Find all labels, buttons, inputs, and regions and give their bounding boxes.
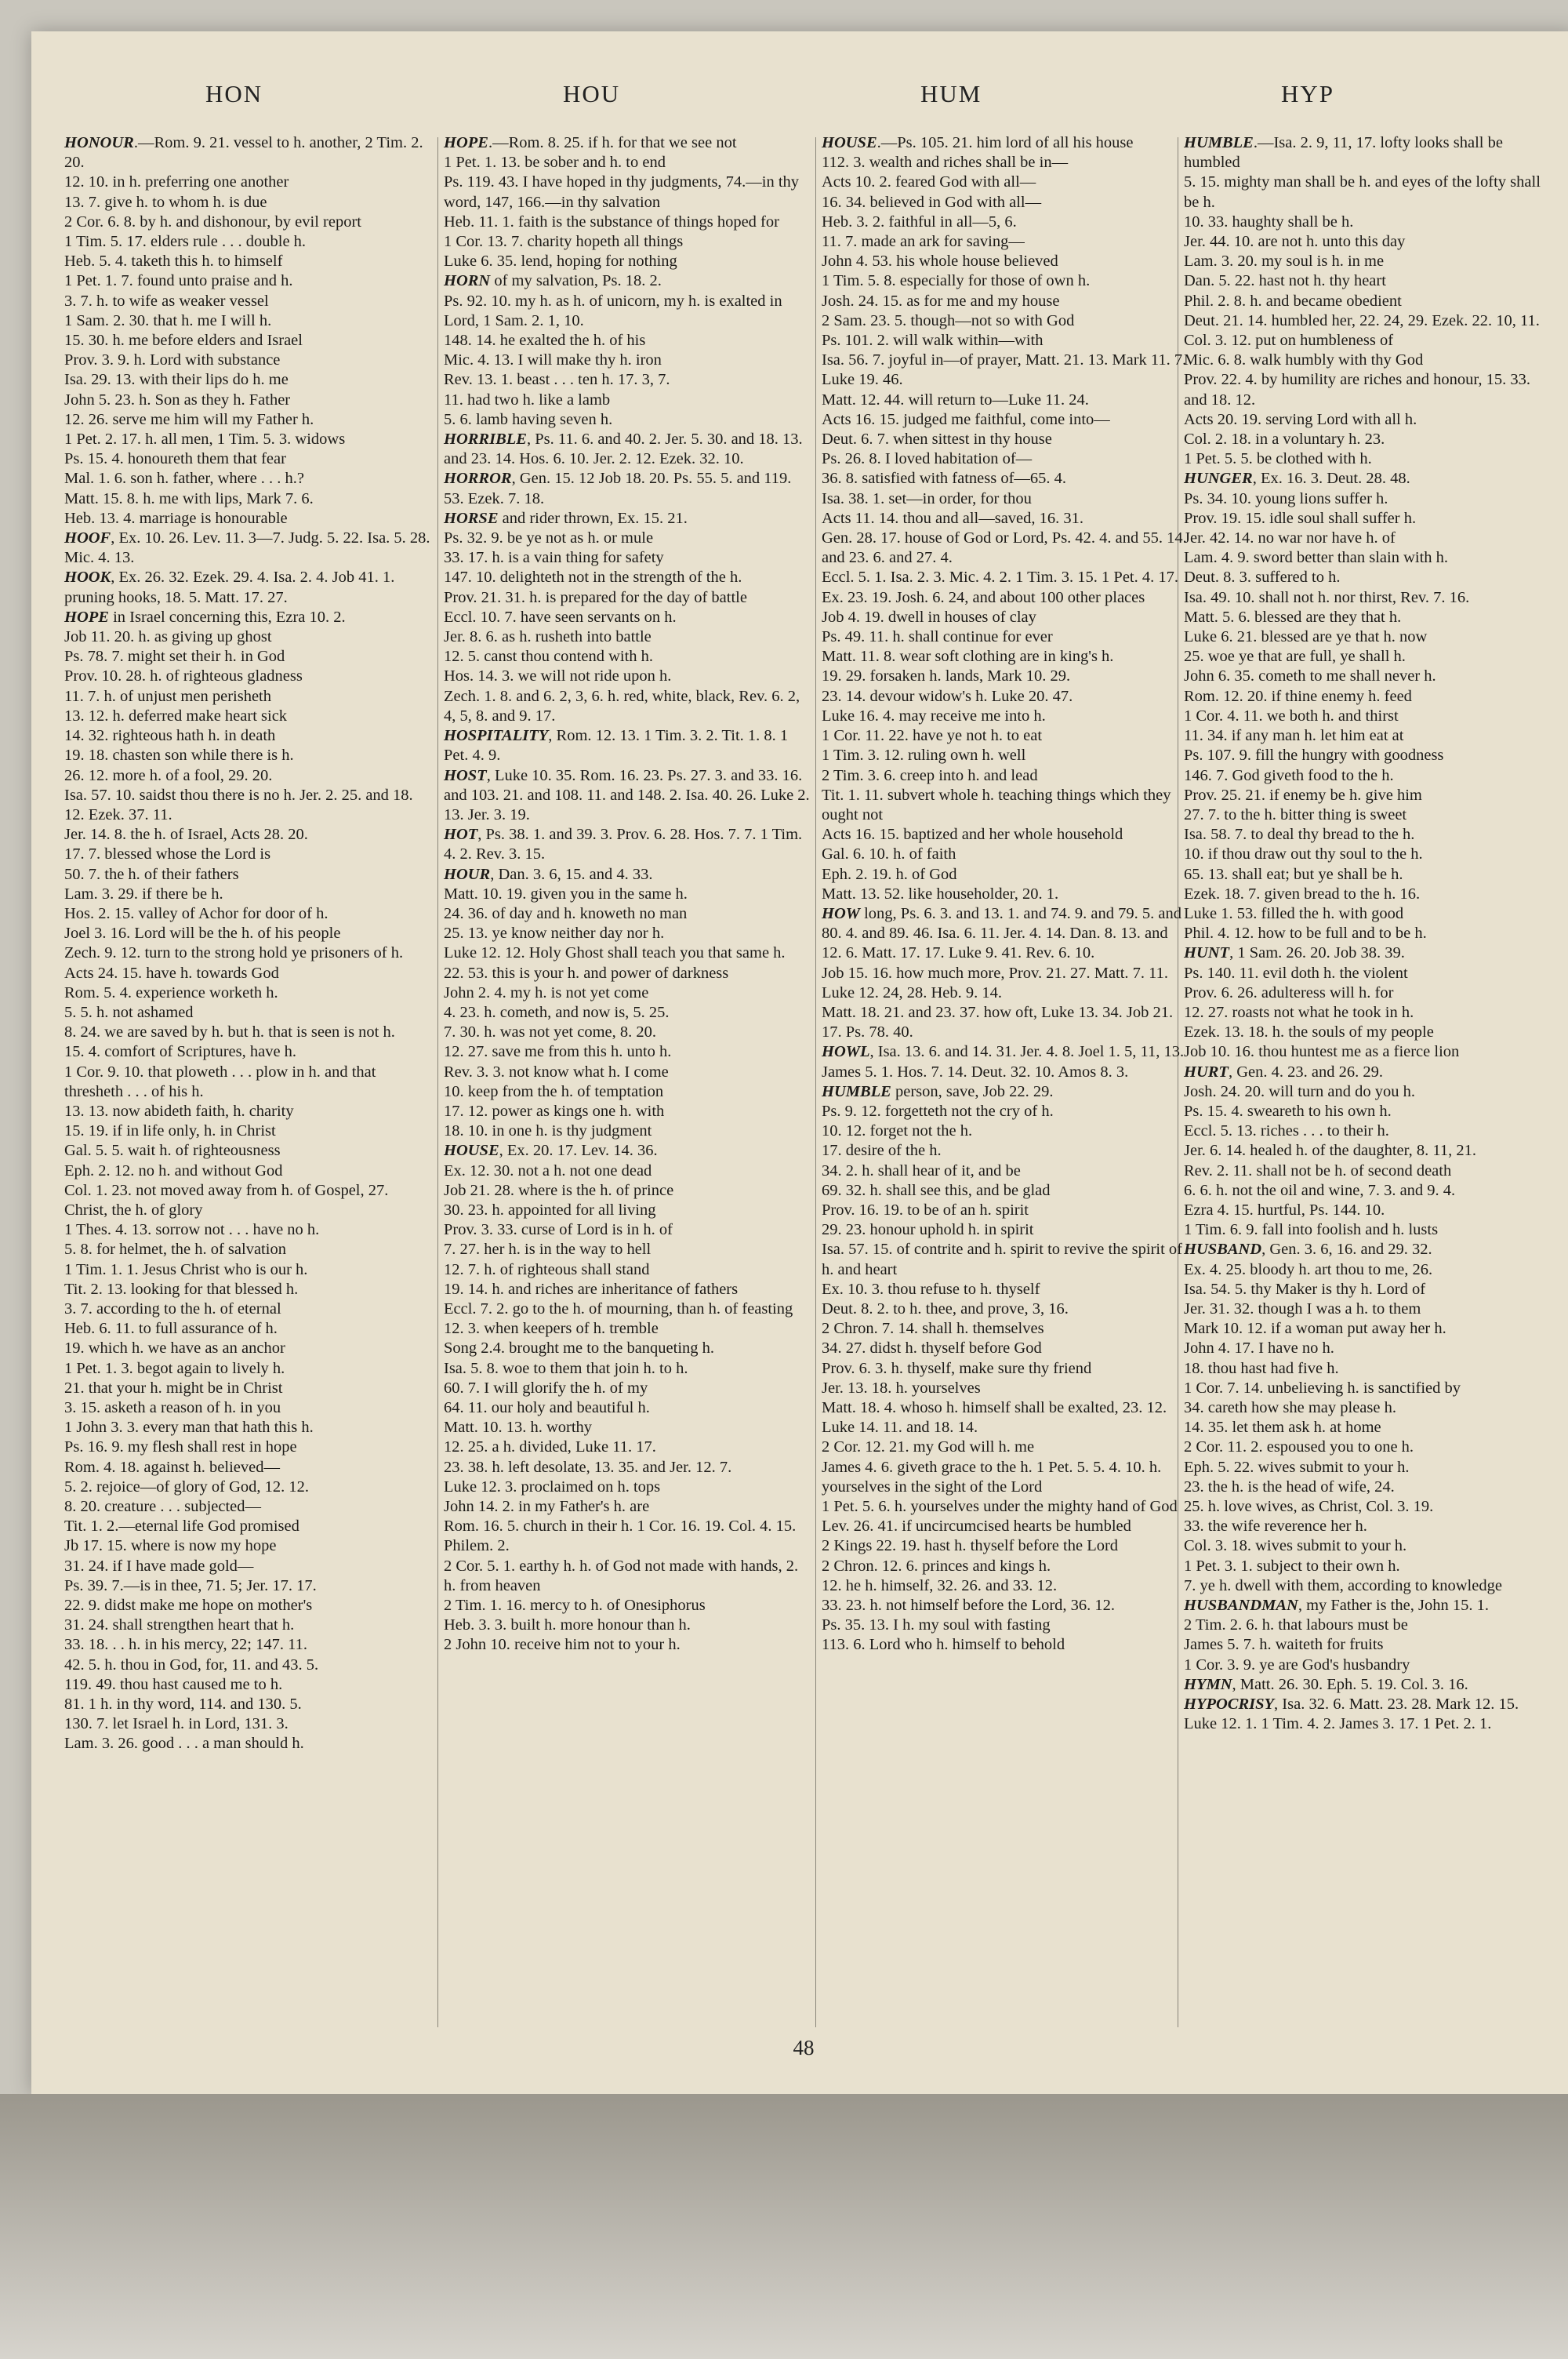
concordance-entry: 17. desire of the h. (822, 1142, 942, 1160)
concordance-entry: James 5. 7. h. waiteth for fruits (1184, 1636, 1384, 1654)
concordance-entry: 31. 24. shall strengthen heart that h. (64, 1616, 295, 1634)
concordance-entry: HOOF, Ex. 10. 26. Lev. 11. 3—7. Judg. 5. 22. Isa. 5. 28. Mic. 4. 13. (64, 529, 430, 567)
concordance-entry: James 4. 6. giveth grace to the h. 1 Pet. 5. 5. 4. 10. h. yourselves in the sight of the Lord (822, 1458, 1162, 1496)
concordance-entry: 18. thou hast had five h. (1184, 1359, 1339, 1377)
column-3 (822, 133, 1190, 1656)
concordance-entry: Eccl. 10. 7. have seen servants on h. (444, 608, 677, 626)
concordance-entry: Jer. 6. 14. healed h. of the daughter, 8. 11, 21. (1184, 1142, 1477, 1160)
concordance-entry: Prov. 10. 28. h. of righteous gladness (64, 667, 303, 685)
concordance-entry: Col. 2. 18. in a voluntary h. 23. (1184, 431, 1385, 449)
concordance-entry: Lam. 4. 9. sword better than slain with h. (1184, 549, 1449, 567)
concordance-entry: Zech. 1. 8. and 6. 2, 3, 6. h. red, white, black, Rev. 6. 2, 4, 5, 8. and 9. 17. (444, 687, 800, 725)
concordance-entry: Ezek. 18. 7. given bread to the h. 16. (1184, 885, 1421, 903)
concordance-entry: HORROR, Gen. 15. 12 Job 18. 20. Ps. 55. 5. and 119. 53. Ezek. 7. 18. (444, 470, 792, 507)
concordance-entry: Tit. 1. 11. subvert whole h. teaching things which they ought not (822, 786, 1171, 823)
concordance-entry: 2 Cor. 12. 21. my God will h. me (822, 1438, 1035, 1456)
concordance-entry: 5. 8. for helmet, the h. of salvation (64, 1241, 286, 1259)
concordance-entry: Ps. 9. 12. forgetteth not the cry of h. (822, 1102, 1054, 1120)
concordance-entry: 26. 12. more h. of a fool, 29. 20. (64, 766, 273, 784)
concordance-entry: Isa. 57. 10. saidst thou there is no h. Jer. 2. 25. and 18. 12. Ezek. 37. 11. (64, 786, 413, 823)
column-divider (815, 137, 816, 2027)
concordance-entry: Ezra 4. 15. hurtful, Ps. 144. 10. (1184, 1201, 1385, 1219)
concordance-entry: Rom. 4. 18. against h. believed— (64, 1458, 280, 1476)
concordance-entry: 17. 7. blessed whose the Lord is (64, 845, 271, 863)
concordance-entry: Heb. 6. 11. to full assurance of h. (64, 1320, 278, 1338)
concordance-entry: Ex. 12. 30. not a h. not one dead (444, 1161, 652, 1180)
concordance-entry: Ps. 34. 10. young lions suffer h. (1184, 489, 1388, 507)
concordance-entry: HORN of my salvation, Ps. 18. 2. (444, 272, 662, 290)
concordance-entry: 42. 5. h. thou in God, for, 11. and 43. 5. (64, 1656, 319, 1674)
concordance-entry: Job 4. 19. dwell in houses of clay (822, 608, 1036, 626)
concordance-entry: 1 Cor. 9. 10. that ploweth . . . plow in h. and that thresheth . . . of his h. (64, 1063, 376, 1100)
concordance-entry: Phil. 2. 8. h. and became obedient (1184, 292, 1402, 310)
concordance-entry: 22. 53. this is your h. and power of darkness (444, 964, 729, 982)
concordance-entry: Ps. 26. 8. I loved habitation of— (822, 450, 1033, 468)
concordance-entry: 112. 3. wealth and riches shall be in— (822, 154, 1069, 172)
concordance-entry: 10. 12. forget not the h. (822, 1122, 973, 1140)
concordance-entry: 2 Cor. 5. 1. earthy h. h. of God not made with hands, 2. h. from heaven (444, 1557, 799, 1594)
concordance-entry: 4. 23. h. cometh, and now is, 5. 25. (444, 1003, 670, 1021)
concordance-entry: Ps. 15. 4. honoureth them that fear (64, 450, 286, 468)
concordance-entry: Jer. 14. 8. the h. of Israel, Acts 28. 20. (64, 826, 308, 844)
concordance-entry: 10. if thou draw out thy soul to the h. (1184, 845, 1423, 863)
concordance-entry: 130. 7. let Israel h. in Lord, 131. 3. (64, 1715, 289, 1733)
concordance-entry: Josh. 24. 15. as for me and my house (822, 292, 1060, 310)
concordance-entry: 60. 7. I will glorify the h. of my (444, 1379, 648, 1397)
concordance-entry: 1 Pet. 5. 5. be clothed with h. (1184, 450, 1372, 468)
concordance-entry: Song 2.4. brought me to the banqueting h. (444, 1339, 715, 1358)
concordance-entry: Job 15. 16. how much more, Prov. 21. 27. Matt. 7. 11. Luke 12. 24, 28. Heb. 9. 14. (822, 964, 1169, 1001)
concordance-entry: 25. woe ye that are full, ye shall h. (1184, 648, 1406, 666)
concordance-entry: John 2. 4. my h. is not yet come (444, 983, 649, 1001)
concordance-entry: 19. 29. forsaken h. lands, Mark 10. 29. (822, 667, 1071, 685)
concordance-entry: Luke 1. 53. filled the h. with good (1184, 904, 1404, 922)
concordance-entry: Prov. 21. 31. h. is prepared for the day of battle (444, 588, 747, 606)
concordance-entry: 1 Cor. 13. 7. charity hopeth all things (444, 233, 684, 251)
concordance-entry: 2 Sam. 23. 5. though—not so with God (822, 311, 1075, 329)
concordance-entry: HUSBANDMAN, my Father is the, John 15. 1. (1184, 1597, 1489, 1615)
concordance-entry: 2 Tim. 1. 16. mercy to h. of Onesiphorus (444, 1597, 706, 1615)
concordance-entry: 11. had two h. like a lamb (444, 391, 611, 409)
concordance-entry: 1 Cor. 4. 11. we both h. and thirst (1184, 707, 1399, 725)
concordance-entry: 14. 35. let them ask h. at home (1184, 1419, 1381, 1437)
concordance-entry: 1 Tim. 5. 17. elders rule . . . double h. (64, 233, 307, 251)
concordance-entry: John 14. 2. in my Father's h. are (444, 1498, 650, 1516)
concordance-entry: Prov. 6. 3. h. thyself, make sure thy friend (822, 1359, 1092, 1377)
concordance-entry: Jb 17. 15. where is now my hope (64, 1537, 277, 1555)
concordance-entry: Isa. 57. 15. of contrite and h. spirit to revive the spirit of h. and heart (822, 1241, 1183, 1278)
concordance-entry: Acts 11. 14. thou and all—saved, 16. 31. (822, 509, 1084, 527)
concordance-entry: 12. 5. canst thou contend with h. (444, 648, 654, 666)
concordance-entry: 11. 7. h. of unjust men perisheth (64, 687, 271, 705)
concordance-entry: 2 Chron. 7. 14. shall h. themselves (822, 1320, 1044, 1338)
concordance-entry: Ps. 32. 9. be ye not as h. or mule (444, 529, 654, 547)
concordance-entry: Col. 1. 23. not moved away from h. of Gospel, 27. Christ, the h. of glory (64, 1181, 389, 1219)
concordance-entry: HYPOCRISY, Isa. 32. 6. Matt. 23. 28. Mark 12. 15. Luke 12. 1. 1 Tim. 4. 2. James 3. 17. 1 Pet. 2. 1. (1184, 1696, 1519, 1733)
concordance-entry: 34. 27. didst h. thyself before God (822, 1339, 1042, 1358)
page-number: 48 (793, 2036, 815, 2059)
concordance-page (31, 31, 1568, 2094)
concordance-entry: HUNGER, Ex. 16. 3. Deut. 28. 48. (1184, 470, 1410, 488)
concordance-entry: Isa. 54. 5. thy Maker is thy h. Lord of (1184, 1280, 1426, 1298)
concordance-entry: 2 Cor. 6. 8. by h. and dishonour, by evil report (64, 213, 361, 231)
concordance-entry: HOW long, Ps. 6. 3. and 13. 1. and 74. 9. and 79. 5. and 80. 4. and 89. 46. Isa. 6. 11. Jer. 4. 14. Dan. 8. 13. and 12. 6. Matt. 17. 17. Luke 9. 41. Rev. 6. 10. (822, 904, 1181, 962)
concordance-entry: 25. h. love wives, as Christ, Col. 3. 19. (1184, 1498, 1434, 1516)
concordance-entry: Eph. 5. 22. wives submit to your h. (1184, 1458, 1410, 1476)
concordance-entry: 1 Cor. 3. 9. ye are God's husbandry (1184, 1656, 1410, 1674)
column-divider (437, 137, 438, 2027)
running-head-hou: HOU (563, 80, 621, 107)
concordance-entry: 147. 10. delighteth not in the strength of the h. (444, 569, 742, 587)
concordance-entry: 12. he h. himself, 32. 26. and 33. 12. (822, 1576, 1058, 1594)
concordance-entry: Jer. 8. 6. as h. rusheth into battle (444, 628, 652, 646)
concordance-entry: HOUSE, Ex. 20. 17. Lev. 14. 36. (444, 1142, 658, 1160)
concordance-entry: 27. 7. to the h. bitter thing is sweet (1184, 805, 1407, 823)
concordance-entry: Isa. 38. 1. set—in order, for thou (822, 489, 1032, 507)
concordance-entry: Heb. 3. 2. faithful in all—5, 6. (822, 213, 1017, 231)
concordance-entry: 1 Tim. 1. 1. Jesus Christ who is our h. (64, 1260, 308, 1278)
concordance-entry: 8. 24. we are saved by h. but h. that is seen is not h. (64, 1023, 395, 1041)
concordance-entry: 3. 7. h. to wife as weaker vessel (64, 292, 269, 310)
concordance-entry: 113. 6. Lord who h. himself to behold (822, 1636, 1065, 1654)
concordance-entry: Matt. 10. 13. h. worthy (444, 1419, 593, 1437)
concordance-entry: 36. 8. satisfied with fatness of—65. 4. (822, 470, 1067, 488)
concordance-entry: 2 Chron. 12. 6. princes and kings h. (822, 1557, 1051, 1575)
concordance-entry: 3. 15. asketh a reason of h. in you (64, 1399, 281, 1416)
concordance-entry: Mic. 4. 13. I will make thy h. iron (444, 351, 662, 369)
concordance-entry: Dan. 5. 22. hast not h. thy heart (1184, 272, 1386, 290)
concordance-entry: Isa. 29. 13. with their lips do h. me (64, 371, 289, 389)
concordance-entry: HOSPITALITY, Rom. 12. 13. 1 Tim. 3. 2. Tit. 1. 8. 1 Pet. 4. 9. (444, 727, 789, 765)
concordance-entry: Tit. 1. 2.—eternal life God promised (64, 1518, 299, 1536)
concordance-entry: Prov. 19. 15. idle soul shall suffer h. (1184, 509, 1417, 527)
concordance-entry: Luke 12. 3. proclaimed on h. tops (444, 1478, 661, 1496)
concordance-entry: 1 Pet. 2. 17. h. all men, 1 Tim. 5. 3. widows (64, 431, 346, 449)
concordance-entry: Acts 16. 15. judged me faithful, come into— (822, 410, 1110, 428)
concordance-entry: HOOK, Ex. 26. 32. Ezek. 29. 4. Isa. 2. 4. Job 41. 1. pruning hooks, 18. 5. Matt. 17. 27. (64, 569, 395, 606)
concordance-entry: 18. 10. in one h. is thy judgment (444, 1122, 652, 1140)
concordance-entry: Acts 20. 19. serving Lord with all h. (1184, 410, 1417, 428)
concordance-entry: 13. 13. now abideth faith, h. charity (64, 1102, 294, 1120)
concordance-entry: 12. 27. save me from this h. unto h. (444, 1043, 672, 1061)
concordance-entry: Eccl. 7. 2. go to the h. of mourning, than h. of feasting (444, 1299, 793, 1318)
concordance-entry: 25. 13. ye know neither day nor h. (444, 925, 665, 943)
concordance-entry: John 4. 17. I have no h. (1184, 1339, 1334, 1358)
concordance-entry: 19. 14. h. and riches are inheritance of fathers (444, 1280, 739, 1298)
concordance-entry: HUSBAND, Gen. 3. 6, 16. and 29. 32. (1184, 1241, 1432, 1259)
concordance-entry: 7. 27. her h. is in the way to hell (444, 1241, 652, 1259)
concordance-entry: 30. 23. h. appointed for all living (444, 1201, 656, 1219)
concordance-entry: 1 Tim. 3. 12. ruling own h. well (822, 747, 1026, 765)
concordance-entry: Eph. 2. 19. h. of God (822, 865, 957, 883)
concordance-entry: Eccl. 5. 1. Isa. 2. 3. Mic. 4. 2. 1 Tim. 3. 15. 1 Pet. 4. 17. Ex. 23. 19. Josh. 6. 24, and about 100 other places (822, 569, 1178, 606)
concordance-entry: Rom. 16. 5. church in their h. 1 Cor. 16. 19. Col. 4. 15. Philem. 2. (444, 1518, 797, 1555)
concordance-entry: Deut. 8. 3. suffered to h. (1184, 569, 1341, 587)
concordance-entry: HOWL, Isa. 13. 6. and 14. 31. Jer. 4. 8. Joel 1. 5, 11, 13. James 5. 1. Hos. 7. 14. Deut. 32. 10. Amos 8. 3. (822, 1043, 1185, 1081)
concordance-entry: 33. 18. . . h. in his mercy, 22; 147. 11. (64, 1636, 307, 1654)
concordance-entry: 1 Tim. 5. 8. especially for those of own h. (822, 272, 1091, 290)
concordance-entry: Ps. 107. 9. fill the hungry with goodness (1184, 747, 1444, 765)
concordance-entry: 65. 13. shall eat; but ye shall be h. (1184, 865, 1403, 883)
concordance-entry: 12. 25. a h. divided, Luke 11. 17. (444, 1438, 656, 1456)
concordance-entry: Joel 3. 16. Lord will be the h. of his people (64, 925, 341, 943)
concordance-entry: Jer. 42. 14. no war nor have h. of (1184, 529, 1396, 547)
concordance-entry: 1 Pet. 1. 7. found unto praise and h. (64, 272, 293, 290)
concordance-entry: Ps. 101. 2. will walk within—with (822, 332, 1044, 350)
running-head-hyp: HYP (1281, 80, 1335, 107)
concordance-entry: Matt. 11. 8. wear soft clothing are in king's h. (822, 648, 1114, 666)
concordance-entry: Gal. 5. 5. wait h. of righteousness (64, 1142, 281, 1160)
concordance-entry: 19. which h. we have as an anchor (64, 1339, 285, 1358)
column-1 (64, 133, 433, 1754)
concordance-entry: Eccl. 5. 13. riches . . . to their h. (1184, 1122, 1389, 1140)
concordance-entry: Isa. 49. 10. shall not h. nor thirst, Rev. 7. 16. (1184, 588, 1470, 606)
concordance-entry: Lam. 3. 20. my soul is h. in me (1184, 253, 1385, 271)
concordance-entry: 50. 7. the h. of their fathers (64, 865, 239, 883)
concordance-entry: 2 Tim. 3. 6. creep into h. and lead (822, 766, 1038, 784)
concordance-entry: Luke 12. 12. Holy Ghost shall teach you that same h. (444, 944, 786, 962)
concordance-entry: Matt. 10. 19. given you in the same h. (444, 885, 688, 903)
column-4 (1184, 133, 1552, 1734)
concordance-entry: 17. 12. power as kings one h. with (444, 1102, 665, 1120)
concordance-entry: Isa. 56. 7. joyful in—of prayer, Matt. 21. 13. Mark 11. 7. Luke 19. 46. (822, 351, 1187, 389)
concordance-entry: 15. 30. h. me before elders and Israel (64, 332, 303, 350)
concordance-entry: 13. 12. h. deferred make heart sick (64, 707, 288, 725)
concordance-entry: HUMBLE person, save, Job 22. 29. (822, 1082, 1054, 1100)
concordance-entry: Isa. 5. 8. woe to them that join h. to h. (444, 1359, 688, 1377)
concordance-entry: Mark 10. 12. if a woman put away her h. (1184, 1320, 1446, 1338)
concordance-entry: 6. 6. h. not the oil and wine, 7. 3. and 9. 4. (1184, 1181, 1456, 1199)
concordance-entry: Heb. 11. 1. faith is the substance of things hoped for (444, 213, 779, 231)
concordance-entry: 1 Pet. 1. 13. be sober and h. to end (444, 154, 666, 172)
concordance-entry: Hos. 14. 3. we will not ride upon h. (444, 667, 672, 685)
concordance-entry: Jer. 44. 10. are not h. unto this day (1184, 233, 1406, 251)
concordance-entry: 16. 34. believed in God with all— (822, 193, 1042, 211)
concordance-entry: John 5. 23. h. Son as they h. Father (64, 391, 291, 409)
concordance-entry: Lev. 26. 41. if uncircumcised hearts be humbled (822, 1518, 1131, 1536)
concordance-entry: Ps. 35. 13. I h. my soul with fasting (822, 1616, 1051, 1634)
running-head-hum: HUM (920, 80, 982, 107)
concordance-entry: 1 Tim. 6. 9. fall into foolish and h. lusts (1184, 1221, 1439, 1239)
concordance-entry: Josh. 24. 20. will turn and do you h. (1184, 1082, 1415, 1100)
concordance-entry: 148. 14. he exalted the h. of his (444, 332, 646, 350)
concordance-entry: Deut. 21. 14. humbled her, 22. 24, 29. Ezek. 22. 10, 11. (1184, 311, 1540, 329)
concordance-entry: 8. 20. creature . . . subjected— (64, 1498, 262, 1516)
concordance-entry: Ps. 92. 10. my h. as h. of unicorn, my h. is exalted in Lord, 1 Sam. 2. 1, 10. (444, 292, 782, 329)
concordance-entry: Mal. 1. 6. son h. father, where . . . h.? (64, 470, 305, 488)
concordance-entry: 69. 32. h. shall see this, and be glad (822, 1181, 1051, 1199)
concordance-entry: Matt. 18. 4. whoso h. himself shall be exalted, 23. 12. Luke 14. 11. and 18. 14. (822, 1399, 1167, 1437)
concordance-entry: 7. 30. h. was not yet come, 8. 20. (444, 1023, 657, 1041)
concordance-entry: Col. 3. 18. wives submit to your h. (1184, 1537, 1407, 1555)
concordance-entry: Rev. 2. 11. shall not be h. of second death (1184, 1161, 1452, 1180)
concordance-entry: Ps. 49. 11. h. shall continue for ever (822, 628, 1053, 646)
concordance-entry: Rom. 12. 20. if thine enemy h. feed (1184, 687, 1412, 705)
concordance-entry: Lam. 3. 26. good . . . a man should h. (64, 1735, 304, 1753)
concordance-entry: 2 Kings 22. 19. hast h. thyself before the Lord (822, 1537, 1119, 1555)
concordance-entry: 1 Thes. 4. 13. sorrow not . . . have no h. (64, 1221, 320, 1239)
concordance-entry: Phil. 4. 12. how to be full and to be h. (1184, 925, 1427, 943)
concordance-entry: Deut. 8. 2. to h. thee, and prove, 3, 16. (822, 1299, 1069, 1318)
concordance-entry: Gal. 6. 10. h. of faith (822, 845, 956, 863)
concordance-entry: 11. 34. if any man h. let him eat at (1184, 727, 1404, 745)
concordance-entry: 2 Tim. 2. 6. h. that labours must be (1184, 1616, 1408, 1634)
concordance-entry: 64. 11. our holy and beautiful h. (444, 1399, 650, 1416)
concordance-entry: Ezek. 13. 18. h. the souls of my people (1184, 1023, 1434, 1041)
concordance-entry: Prov. 6. 26. adulteress will h. for (1184, 983, 1394, 1001)
concordance-entry: 1 Pet. 3. 1. subject to their own h. (1184, 1557, 1400, 1575)
concordance-entry: Matt. 15. 8. h. me with lips, Mark 7. 6. (64, 489, 314, 507)
concordance-entry: Lam. 3. 29. if there be h. (64, 885, 223, 903)
concordance-entry: Luke 16. 4. may receive me into h. (822, 707, 1046, 725)
concordance-entry: 5. 5. h. not ashamed (64, 1003, 194, 1021)
concordance-entry: 13. 7. give h. to whom h. is due (64, 193, 267, 211)
concordance-entry: Mic. 6. 8. walk humbly with thy God (1184, 351, 1424, 369)
concordance-entry: 5. 15. mighty man shall be h. and eyes of the lofty shall be h. (1184, 173, 1541, 211)
concordance-entry: HURT, Gen. 4. 23. and 26. 29. (1184, 1063, 1383, 1081)
concordance-entry: Gen. 28. 17. house of God or Lord, Ps. 42. 4. and 55. 14. and 23. 6. and 27. 4. (822, 529, 1187, 567)
concordance-entry: 2 John 10. receive him not to your h. (444, 1636, 681, 1654)
concordance-entry: 7. ye h. dwell with them, according to knowledge (1184, 1576, 1502, 1594)
concordance-entry: 33. 17. h. is a vain thing for safety (444, 549, 664, 567)
concordance-entry: 31. 24. if I have made gold— (64, 1557, 254, 1575)
concordance-entry: Matt. 18. 21. and 23. 37. how oft, Luke 13. 34. Job 21. 17. Ps. 78. 40. (822, 1003, 1174, 1041)
concordance-entry: 23. the h. is the head of wife, 24. (1184, 1478, 1395, 1496)
concordance-entry: HONOUR.—Rom. 9. 21. vessel to h. another, 2 Tim. 2. 20. (64, 134, 423, 172)
concordance-entry: 34. careth how she may please h. (1184, 1399, 1396, 1416)
concordance-entry: 21. that your h. might be in Christ (64, 1379, 283, 1397)
concordance-entry: 1 Pet. 1. 3. begot again to lively h. (64, 1359, 285, 1377)
concordance-entry: John 4. 53. his whole house believed (822, 253, 1058, 271)
concordance-entry: 119. 49. thou hast caused me to h. (64, 1675, 283, 1693)
concordance-entry: Ps. 119. 43. I have hoped in thy judgments, 74.—in thy word, 147, 166.—in thy salvation (444, 173, 800, 211)
concordance-entry: 33. the wife reverence her h. (1184, 1518, 1367, 1536)
concordance-entry: 22. 9. didst make me hope on mother's (64, 1597, 313, 1615)
concordance-entry: 12. 26. serve me him will my Father h. (64, 410, 314, 428)
concordance-entry: Heb. 13. 4. marriage is honourable (64, 509, 288, 527)
concordance-entry: Hos. 2. 15. valley of Achor for door of h. (64, 904, 328, 922)
concordance-entry: HOST, Luke 10. 35. Rom. 16. 23. Ps. 27. 3. and 33. 16. and 103. 21. and 108. 11. and 148. 2. Isa. 40. 26. Luke 2. 13. Jer. 3. 19. (444, 766, 810, 823)
concordance-entry: Acts 24. 15. have h. towards God (64, 964, 279, 982)
concordance-entry: Prov. 22. 4. by humility are riches and honour, 15. 33. and 18. 12. (1184, 371, 1530, 409)
concordance-entry: HYMN, Matt. 26. 30. Eph. 5. 19. Col. 3. 16. (1184, 1675, 1468, 1693)
concordance-entry: 29. 23. honour uphold h. in spirit (822, 1221, 1034, 1239)
concordance-entry: Deut. 6. 7. when sittest in thy house (822, 431, 1052, 449)
concordance-entry: 81. 1 h. in thy word, 114. and 130. 5. (64, 1696, 302, 1714)
concordance-entry: 1 Cor. 11. 22. have ye not h. to eat (822, 727, 1043, 745)
concordance-entry: HORRIBLE, Ps. 11. 6. and 40. 2. Jer. 5. 30. and 18. 13. and 23. 14. Hos. 6. 10. Jer. 2. 12. Ezek. 32. 10. (444, 431, 803, 468)
concordance-entry: Job 10. 16. thou huntest me as a fierce lion (1184, 1043, 1460, 1061)
concordance-entry: 24. 36. of day and h. knoweth no man (444, 904, 688, 922)
concordance-entry: Luke 6. 35. lend, hoping for nothing (444, 253, 677, 271)
concordance-entry: HOUSE.—Ps. 105. 21. him lord of all his house (822, 134, 1134, 151)
column-2 (444, 133, 812, 1656)
concordance-entry: HOT, Ps. 38. 1. and 39. 3. Prov. 6. 28. Hos. 7. 7. 1 Tim. 4. 2. Rev. 3. 15. (444, 826, 803, 863)
concordance-entry: HORSE and rider thrown, Ex. 15. 21. (444, 509, 688, 527)
concordance-entry: 146. 7. God giveth food to the h. (1184, 766, 1394, 784)
concordance-entry: Rev. 13. 1. beast . . . ten h. 17. 3, 7. (444, 371, 670, 389)
concordance-entry: Job 21. 28. where is the h. of prince (444, 1181, 674, 1199)
concordance-entry: 11. 7. made an ark for saving— (822, 233, 1025, 251)
concordance-entry: Prov. 3. 33. curse of Lord is in h. of (444, 1221, 673, 1239)
concordance-entry: 12. 27. roasts not what he took in h. (1184, 1003, 1414, 1021)
concordance-entry: 33. 23. h. not himself before the Lord, 36. 12. (822, 1597, 1116, 1615)
concordance-entry: Zech. 9. 12. turn to the strong hold ye prisoners of h. (64, 944, 404, 962)
concordance-entry: Tit. 2. 13. looking for that blessed h. (64, 1280, 299, 1298)
concordance-entry: Col. 3. 12. put on humbleness of (1184, 332, 1394, 350)
concordance-entry: HUNT, 1 Sam. 26. 20. Job 38. 39. (1184, 944, 1405, 962)
concordance-entry: 12. 3. when keepers of h. tremble (444, 1320, 659, 1338)
concordance-entry: 12. 10. in h. preferring one another (64, 173, 289, 191)
concordance-entry: Prov. 25. 21. if enemy be h. give him (1184, 786, 1422, 804)
concordance-entry: 19. 18. chasten son while there is h. (64, 747, 294, 765)
concordance-entry: HOPE in Israel concerning this, Ezra 10. 2. (64, 608, 346, 626)
concordance-entry: Job 11. 20. h. as giving up ghost (64, 628, 272, 646)
concordance-entry: 23. 38. h. left desolate, 13. 35. and Jer. 12. 7. (444, 1458, 732, 1476)
concordance-entry: Heb. 3. 3. built h. more honour than h. (444, 1616, 691, 1634)
concordance-entry: 10. keep from the h. of temptation (444, 1082, 664, 1100)
concordance-entry: Matt. 12. 44. will return to—Luke 11. 24. (822, 391, 1089, 409)
concordance-entry: Isa. 58. 7. to deal thy bread to the h. (1184, 826, 1415, 844)
concordance-entry: Ps. 39. 7.—is in thee, 71. 5; Jer. 17. 17. (64, 1576, 317, 1594)
running-head-hon: HON (205, 80, 263, 107)
concordance-entry: 1 John 3. 3. every man that hath this h. (64, 1419, 314, 1437)
concordance-entry: Luke 6. 21. blessed are ye that h. now (1184, 628, 1428, 646)
concordance-entry: Ps. 15. 4. sweareth to his own h. (1184, 1102, 1392, 1120)
concordance-entry: 1 Cor. 7. 14. unbelieving h. is sanctified by (1184, 1379, 1461, 1397)
concordance-entry: 14. 32. righteous hath h. in death (64, 727, 276, 745)
concordance-entry: 1 Pet. 5. 6. h. yourselves under the mighty hand of God (822, 1498, 1178, 1516)
concordance-entry: Ps. 140. 11. evil doth h. the violent (1184, 964, 1408, 982)
concordance-entry: 15. 19. if in life only, h. in Christ (64, 1122, 276, 1140)
concordance-entry: Rev. 3. 3. not know what h. I come (444, 1063, 669, 1081)
concordance-entry: HOPE.—Rom. 8. 25. if h. for that we see not (444, 134, 737, 151)
concordance-entry: HUMBLE.—Isa. 2. 9, 11, 17. lofty looks shall be humbled (1184, 134, 1503, 172)
concordance-entry: 34. 2. h. shall hear of it, and be (822, 1161, 1021, 1180)
concordance-entry: 1 Sam. 2. 30. that h. me I will h. (64, 311, 272, 329)
concordance-entry: John 6. 35. cometh to me shall never h. (1184, 667, 1436, 685)
concordance-entry: Jer. 31. 32. though I was a h. to them (1184, 1299, 1421, 1318)
concordance-entry: HOUR, Dan. 3. 6, 15. and 4. 33. (444, 865, 653, 883)
concordance-entry: 15. 4. comfort of Scriptures, have h. (64, 1043, 297, 1061)
concordance-entry: 10. 33. haughty shall be h. (1184, 213, 1354, 231)
concordance-entry: Ps. 78. 7. might set their h. in God (64, 648, 285, 666)
concordance-entry: 2 Cor. 11. 2. espoused you to one h. (1184, 1438, 1414, 1456)
background-surface (0, 2094, 1568, 2359)
concordance-entry: Ex. 10. 3. thou refuse to h. thyself (822, 1280, 1040, 1298)
concordance-entry: Ex. 4. 25. bloody h. art thou to me, 26. (1184, 1260, 1433, 1278)
concordance-entry: Acts 16. 15. baptized and her whole household (822, 826, 1123, 844)
concordance-entry: 5. 2. rejoice—of glory of God, 12. 12. (64, 1478, 309, 1496)
concordance-entry: 5. 6. lamb having seven h. (444, 410, 613, 428)
concordance-entry: 3. 7. according to the h. of eternal (64, 1299, 281, 1318)
concordance-entry: Heb. 5. 4. taketh this h. to himself (64, 253, 283, 271)
concordance-entry: Matt. 5. 6. blessed are they that h. (1184, 608, 1402, 626)
concordance-entry: Rom. 5. 4. experience worketh h. (64, 983, 278, 1001)
concordance-entry: Eph. 2. 12. no h. and without God (64, 1161, 283, 1180)
concordance-entry: Ps. 16. 9. my flesh shall rest in hope (64, 1438, 297, 1456)
concordance-entry: Matt. 13. 52. like householder, 20. 1. (822, 885, 1059, 903)
concordance-entry: Prov. 3. 9. h. Lord with substance (64, 351, 281, 369)
concordance-entry: Jer. 13. 18. h. yourselves (822, 1379, 981, 1397)
concordance-entry: Prov. 16. 19. to be of an h. spirit (822, 1201, 1029, 1219)
concordance-entry: Acts 10. 2. feared God with all— (822, 173, 1036, 191)
concordance-entry: 12. 7. h. of righteous shall stand (444, 1260, 650, 1278)
concordance-entry: 23. 14. devour widow's h. Luke 20. 47. (822, 687, 1073, 705)
